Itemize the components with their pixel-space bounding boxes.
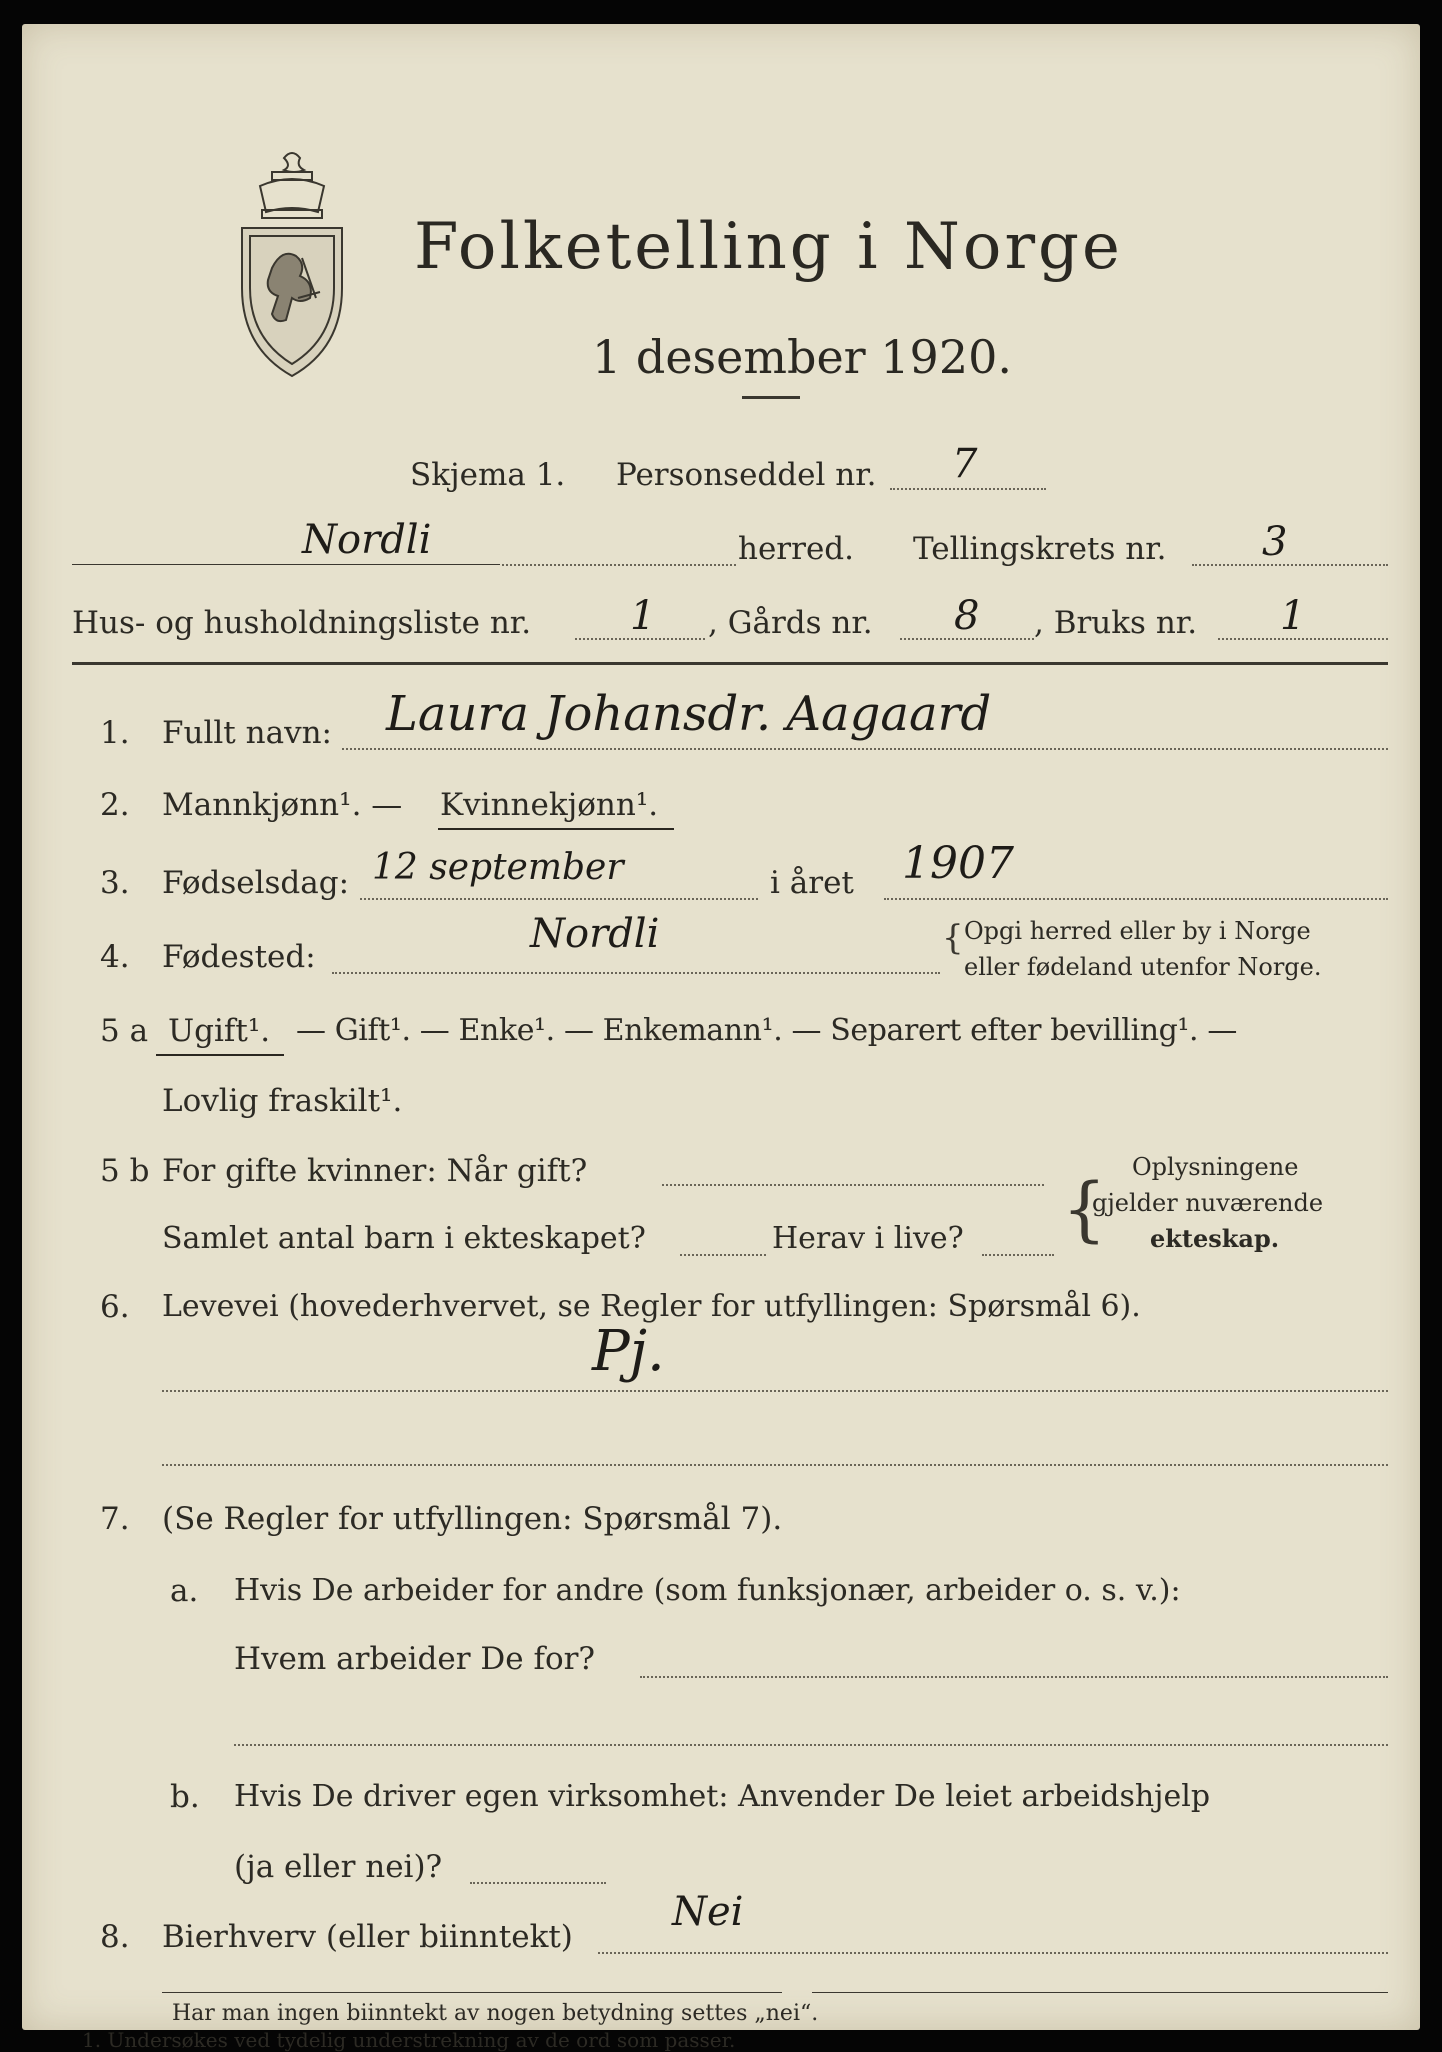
header-rule	[72, 662, 1388, 665]
q5b-note-line2: gjelder nuværende	[1092, 1189, 1324, 1217]
hus-label: Hus- og husholdningsliste nr.	[72, 605, 532, 641]
census-form-sheet	[22, 24, 1420, 2052]
q5b-married-field[interactable]	[662, 1184, 1044, 1186]
q5b-children-label: Samlet antal barn i ekteskapet?	[162, 1221, 646, 1256]
q4-label: Fødested:	[162, 939, 316, 975]
q5a-line2: Lovlig fraskilt¹.	[162, 1083, 403, 1119]
herred-field[interactable]	[72, 564, 500, 565]
hus-value: 1	[630, 593, 656, 639]
q5a-ugift: Ugift¹.	[168, 1013, 271, 1049]
q8-value: Nei	[672, 1889, 744, 1935]
q5a-ugift-underline	[156, 1054, 284, 1056]
q8-field[interactable]	[598, 1952, 1388, 1954]
q4-note-brace: {	[942, 918, 964, 958]
q1-field[interactable]	[342, 748, 1388, 750]
q7-number: 7.	[100, 1501, 130, 1537]
gards-value: 8	[954, 593, 980, 639]
q3-day-field[interactable]	[360, 898, 758, 900]
q3-number: 3.	[100, 865, 130, 901]
q8-number: 8.	[100, 1919, 130, 1955]
q7b-field[interactable]	[470, 1882, 606, 1884]
q7a-line1: Hvis De arbeider for andre (som funksjonær, arbeider o. s. v.):	[234, 1573, 1181, 1608]
tellingskrets-field[interactable]	[1192, 564, 1388, 566]
q6-field-line2[interactable]	[162, 1464, 1388, 1466]
personseddel-value: 7	[952, 441, 978, 487]
tellingskrets-label: Tellingskrets nr.	[913, 531, 1167, 567]
gards-label: , Gårds nr.	[708, 605, 873, 641]
q2-kvinne-underline	[438, 828, 674, 830]
footnote: 1. Undersøkes ved tydelig understrekning av de ord som passer.	[82, 2028, 736, 2052]
bruks-label: , Bruks nr.	[1034, 605, 1198, 641]
footer-note: Har man ingen biinntekt av nogen betydning settes „nei“.	[172, 2001, 819, 2026]
q4-value: Nordli	[530, 911, 660, 957]
q7b-line2: (ja eller nei)?	[234, 1849, 443, 1885]
q7b-line1: Hvis De driver egen virksomhet: Anvender De leiet arbeidshjelp	[234, 1779, 1211, 1814]
herred-label: herred.	[738, 531, 854, 567]
q5b-note-line3: ekteskap.	[1150, 1224, 1280, 1253]
q8-label: Bierhverv (eller biinntekt)	[162, 1919, 573, 1955]
q3-year-value: 1907	[902, 838, 1014, 889]
q2-mann: Mannkjønn¹. —	[162, 787, 403, 823]
personseddel-label: Personseddel nr.	[616, 457, 877, 493]
q4-note-line1: Opgi herred eller by i Norge	[964, 917, 1311, 945]
q7b-letter: b.	[170, 1779, 200, 1815]
form-subtitle: 1 desember 1920.	[592, 330, 1012, 384]
q1-label: Fullt navn:	[162, 715, 332, 751]
q8-line2-left	[162, 1992, 782, 1993]
q5b-children-field[interactable]	[680, 1254, 766, 1256]
q1-number: 1.	[100, 715, 130, 751]
q5b-alive-field[interactable]	[982, 1254, 1054, 1256]
q4-note-line2: eller fødeland utenfor Norge.	[964, 953, 1322, 981]
q1-value: Laura Johansdr. Aagaard	[386, 686, 992, 742]
q3-day-value: 12 september	[372, 847, 624, 888]
q3-year-field[interactable]	[884, 898, 1388, 900]
q7-label: (Se Regler for utfyllingen: Spørsmål 7).	[162, 1501, 783, 1537]
herred-value: Nordli	[302, 517, 432, 563]
q5b-number: 5 b	[100, 1153, 150, 1189]
herred-field-dots[interactable]	[502, 564, 736, 566]
q2-kvinne: Kvinnekjønn¹.	[440, 787, 659, 823]
bruks-value: 1	[1280, 593, 1306, 639]
q4-field[interactable]	[332, 972, 940, 974]
q7a-field-line1[interactable]	[640, 1676, 1388, 1678]
personseddel-field[interactable]	[890, 488, 1046, 490]
q6-number: 6.	[100, 1289, 130, 1325]
q5b-note-brace: {	[1062, 1168, 1107, 1250]
q4-number: 4.	[100, 939, 130, 975]
q5a-options: — Gift¹. — Enke¹. — Enkemann¹. — Separert efter bevilling¹. —	[296, 1013, 1237, 1048]
q3-year-label: i året	[770, 865, 854, 901]
q5a-number: 5 a	[100, 1013, 149, 1049]
q3-label: Fødselsdag:	[162, 865, 350, 901]
q6-label: Levevei (hovederhvervet, se Regler for utfyllingen: Spørsmål 6).	[162, 1289, 1141, 1324]
q7a-line2: Hvem arbeider De for?	[234, 1641, 596, 1677]
form-title: Folketelling i Norge	[414, 210, 1123, 284]
skjema-label: Skjema 1.	[410, 457, 566, 493]
q7a-field-line2[interactable]	[234, 1744, 1388, 1746]
q6-value: Pj.	[592, 1319, 665, 1384]
q5b-label: For gifte kvinner: Når gift?	[162, 1153, 588, 1189]
tellingskrets-value: 3	[1262, 519, 1288, 565]
coat-of-arms-emblem	[232, 148, 352, 380]
q2-number: 2.	[100, 787, 130, 823]
q5b-alive-label: Herav i live?	[772, 1221, 964, 1256]
q5b-note-line1: Oplysningene	[1132, 1153, 1299, 1181]
q7a-letter: a.	[170, 1573, 199, 1609]
q6-field-line1[interactable]	[162, 1390, 1388, 1392]
q8-line2-right	[812, 1992, 1388, 1993]
title-divider	[742, 396, 800, 399]
